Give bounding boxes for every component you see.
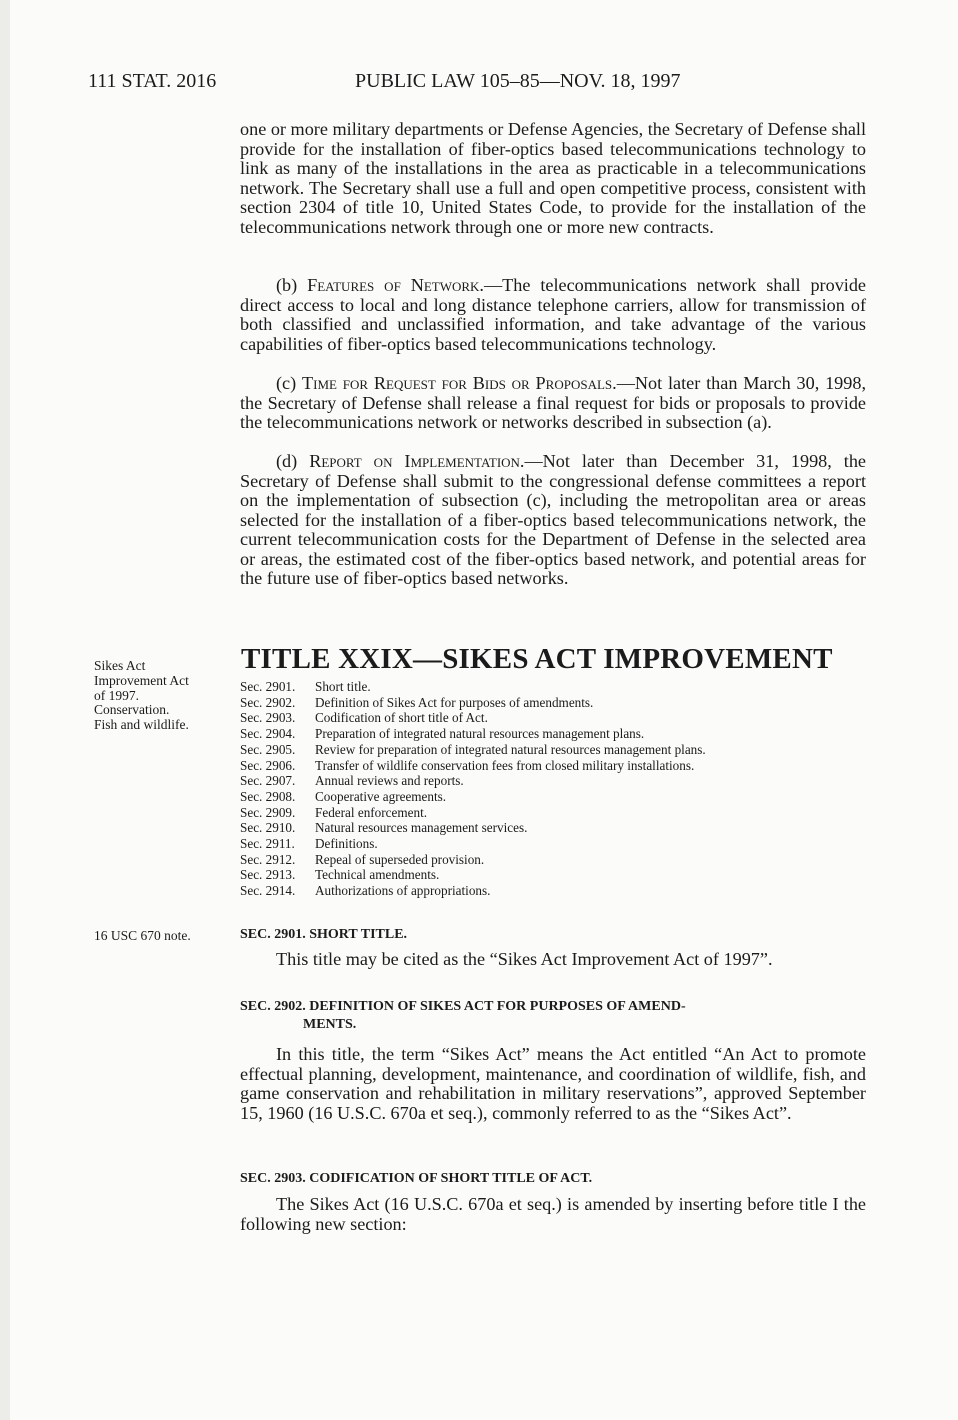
toc-row <box>240 758 866 774</box>
page-edge-shadow <box>0 0 10 1420</box>
section-2901-text: This title may be cited as the “Sikes Act Improvement Act of 1997”. <box>276 949 773 969</box>
margin-note-usc: 16 USC 670 note. <box>94 928 191 943</box>
subsection-c <box>240 374 866 433</box>
margin-note-line: Fish and wildlife. <box>94 717 189 733</box>
toc-section-title: Annual reviews and reports. <box>315 773 464 789</box>
subsection-label: (b) <box>276 275 308 295</box>
toc-section-title: Preparation of integrated natural resources management plans. <box>315 726 645 742</box>
margin-note-line: Conservation. <box>94 702 170 718</box>
toc-row <box>240 679 866 695</box>
toc-section-title: Repeal of superseded provision. <box>315 851 485 867</box>
toc-section-number: Sec. 2902. <box>240 694 296 710</box>
margin-note-title <box>94 659 189 733</box>
subsection-label: (d) <box>276 451 310 471</box>
subsection-d <box>240 452 866 589</box>
toc-section-number: Sec. 2904. <box>240 726 296 742</box>
toc-section-title: Codification of short title of Act. <box>315 710 488 726</box>
toc-row <box>240 710 866 726</box>
margin-note-line: of 1997. <box>94 687 139 703</box>
running-head-title: PUBLIC LAW 105–85—NOV. 18, 1997 <box>355 70 681 92</box>
toc-section-title: Federal enforcement. <box>315 804 428 820</box>
toc-row <box>240 867 866 883</box>
toc-section-title: Authorizations of appropriations. <box>315 883 491 899</box>
section-2902-heading <box>240 998 866 1034</box>
running-head <box>88 70 868 96</box>
heading-line: SEC. 2902. DEFINITION OF SIKES ACT FOR PURPOSES OF AMEND- <box>240 999 686 1014</box>
section-2903-heading: SEC. 2903. CODIFICATION OF SHORT TITLE OF ACT. <box>240 1171 593 1186</box>
toc-row <box>240 820 866 836</box>
toc-row <box>240 836 866 852</box>
toc-section-number: Sec. 2911. <box>240 836 295 852</box>
toc-row <box>240 852 866 868</box>
section-2902-text: In this title, the term “Sikes Act” means the Act entitled “An Act to promote effectual planning, development, maintenance, and coordination of wildlife, fish, and game conservation and rehabilitation in military reservations”, approved September 15, 1960 (16 U.S.C. 670a et seq.), commonly referred to as the “Sikes Act”. <box>240 1044 866 1123</box>
subsection-label: (c) <box>276 373 303 393</box>
toc-row <box>240 883 866 899</box>
toc-row <box>240 726 866 742</box>
margin-note-line: Sikes Act <box>94 658 146 673</box>
section-2901-heading: SEC. 2901. SHORT TITLE. <box>240 927 408 942</box>
toc-row <box>240 805 866 821</box>
page-number: 111 STAT. 2016 <box>88 70 217 92</box>
subsection-b <box>240 276 866 354</box>
toc-section-number: Sec. 2905. <box>240 741 296 757</box>
subsection-text: —Not later than December 31, 1998, the Secretary of Defense shall submit to the congressional defense committees a report on the implementation of subsection (c), including the metropolitan area or areas selected for the installation of a fiber-optics based telecommunications network, the current telecommunication costs for the Department of Defense in the selected area or areas, the estimated cost of the fiber-optics based network, and potential areas for the future use of fiber-optics based networks. <box>240 451 866 588</box>
toc-section-title: Review for preparation of integrated natural resources management plans. <box>315 741 706 757</box>
toc-row <box>240 773 866 789</box>
margin-note-line: Improvement Act <box>94 672 189 688</box>
table-of-contents <box>240 679 866 899</box>
toc-section-number: Sec. 2903. <box>240 710 296 726</box>
toc-section-number: Sec. 2907. <box>240 773 296 789</box>
continued-paragraph: one or more military departments or Defense Agencies, the Secretary of Defense shall provide for the installation of fiber-optics based telecommunications technology to link as many of the installations in the area as practicable in a telecommunications network. The Secretary shall use a full and open competitive process, consistent with section 2304 of title 10, United States Code, to provide for the installation of the telecommunications network through one or more new contracts. <box>240 119 866 237</box>
toc-section-title: Technical amendments. <box>315 867 440 883</box>
toc-section-number: Sec. 2906. <box>240 757 296 773</box>
toc-section-number: Sec. 2910. <box>240 820 296 836</box>
title-heading: TITLE XXIX—SIKES ACT IMPROVEMENT <box>241 643 833 675</box>
toc-section-title: Transfer of wildlife conservation fees from closed military installations. <box>315 757 695 773</box>
toc-section-number: Sec. 2914. <box>240 883 296 899</box>
subsection-heading: Report on Implementation. <box>309 451 525 471</box>
subsection-text: —Not later than March 30, 1998, the Secretary of Defense shall release a final request for bids or proposals to provide the telecommunications network or networks described in subsection (a). <box>240 373 867 432</box>
toc-section-title: Cooperative agreements. <box>315 788 447 804</box>
subsection-heading: Time for Request for Bids or Proposals. <box>302 373 617 393</box>
toc-section-number: Sec. 2913. <box>240 867 296 883</box>
toc-section-title: Natural resources management services. <box>315 820 528 836</box>
section-2903-text: The Sikes Act (16 U.S.C. 670a et seq.) is amended by inserting before title I the following new section: <box>240 1194 866 1234</box>
toc-row <box>240 742 866 758</box>
toc-section-number: Sec. 2912. <box>240 851 296 867</box>
heading-line: MENTS. <box>303 1017 357 1032</box>
toc-section-title: Short title. <box>315 679 371 694</box>
toc-section-title: Definition of Sikes Act for purposes of amendments. <box>315 694 594 710</box>
toc-section-number: Sec. 2901. <box>240 679 296 694</box>
subsection-heading: Features of Network. <box>307 275 484 295</box>
toc-section-number: Sec. 2909. <box>240 804 296 820</box>
toc-section-title: Definitions. <box>315 836 378 852</box>
toc-row <box>240 695 866 711</box>
subsection-text: —The telecommunications network shall provide direct access to local and long distance telephone carriers, allow for transmission of both classified and unclassified information, and take advantage of the various capabilities of fiber-optics based telecommunications technology. <box>240 275 867 354</box>
toc-row <box>240 789 866 805</box>
toc-section-number: Sec. 2908. <box>240 788 296 804</box>
